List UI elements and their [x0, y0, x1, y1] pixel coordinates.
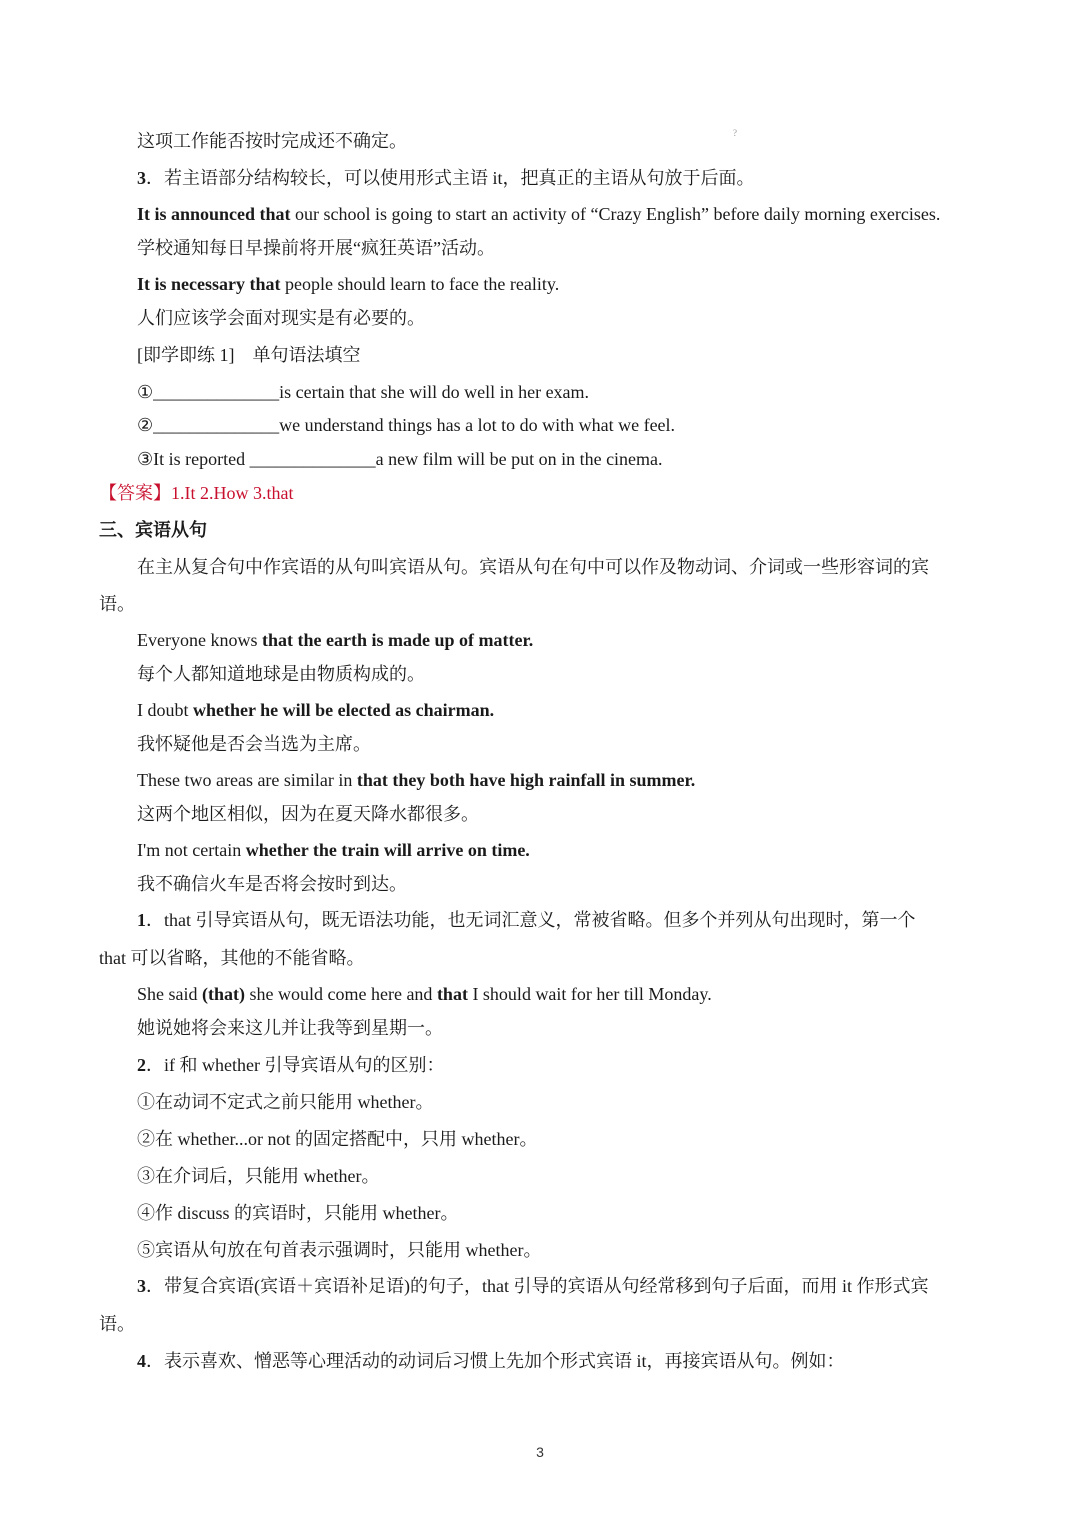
example-part: I should wait for her till Monday.	[467, 984, 712, 1004]
example-part: She said	[137, 984, 202, 1004]
example-translation: 她说她将会来这儿并让我等到星期一。	[137, 1018, 443, 1038]
point-number: 3	[137, 168, 146, 188]
point-3b-cont: 语。	[99, 1314, 135, 1334]
example-sentence	[137, 768, 695, 792]
example-pre: These two areas are similar in	[137, 770, 357, 790]
top-sentence: 这项工作能否按时完成还不确定。	[137, 131, 407, 151]
point-3b	[137, 1274, 928, 1298]
example-translation: 这两个地区相似，因为在夏天降水都很多。	[137, 804, 479, 824]
point-1-cont: that 可以省略，其他的不能省略。	[99, 948, 365, 968]
point-text: ．that 引导宾语从句，既无语法功能，也无词汇意义，常被省略。但多个并列从句出现时，第一个	[146, 910, 916, 930]
exercise-item: ②______________we understand things has a lot to do with what we feel.	[137, 415, 676, 435]
point-2	[137, 1053, 444, 1077]
section-intro-cont: 语。	[99, 594, 135, 614]
example-sentence	[137, 838, 530, 862]
point-1	[137, 908, 916, 932]
example-translation: 我不确信火车是否将会按时到达。	[137, 874, 407, 894]
point-text: ．带复合宾语(宾语＋宾语补足语)的句子，that 引导的宾语从句经常移到句子后面，而用 it 作形式宾	[146, 1276, 929, 1296]
exercise-item: ③It is reported ______________a new film will be put on in the cinema.	[137, 449, 663, 469]
example-sentence	[137, 628, 533, 652]
example-sentence	[137, 202, 940, 226]
example-bold: whether the train will arrive on time.	[245, 840, 530, 860]
point-number: 3	[137, 1276, 146, 1296]
list-item: ②在 whether...or not 的固定搭配中，只用 whether。	[137, 1129, 538, 1149]
example-bold: that	[436, 984, 468, 1004]
example-translation: 学校通知每日早操前将开展“疯狂英语”活动。	[137, 238, 495, 258]
exercise-item: ①______________is certain that she will do well in her exam.	[137, 382, 590, 402]
point-number: 4	[137, 1351, 146, 1371]
example-bold: that the earth is made up of matter.	[261, 630, 534, 650]
point-text: ．表示喜欢、憎恶等心理活动的动词后习惯上先加个形式宾语 it，再接宾语从句。例如：	[146, 1351, 845, 1371]
answer-line: 【答案】1.It 2.How 3.that	[99, 483, 294, 503]
point-text: ．若主语部分结构较长，可以使用形式主语 it，把真正的主语从句放于后面。	[146, 168, 755, 188]
example-sentence	[137, 698, 494, 722]
page-mark: ?	[733, 128, 737, 138]
example-translation: 人们应该学会面对现实是有必要的。	[137, 308, 425, 328]
example-rest: our school is going to start an activity of “Crazy English” before daily morning exercises.	[290, 204, 941, 224]
example-part: she would come here and	[245, 984, 437, 1004]
example-pre: Everyone knows	[137, 630, 262, 650]
example-translation: 每个人都知道地球是由物质构成的。	[137, 664, 425, 684]
page-number: 3	[536, 1444, 544, 1460]
example-sentence	[137, 982, 712, 1006]
example-bold: It is necessary that	[137, 274, 281, 294]
list-item: ③在介词后，只能用 whether。	[137, 1166, 380, 1186]
example-pre: I doubt	[137, 700, 193, 720]
point-3	[137, 166, 755, 190]
example-pre: I'm not certain	[137, 840, 246, 860]
point-4	[137, 1349, 845, 1373]
example-bold: whether he will be elected as chairman.	[193, 700, 495, 720]
point-number: 2	[137, 1055, 146, 1075]
list-item: ④作 discuss 的宾语时，只能用 whether。	[137, 1203, 459, 1223]
example-sentence	[137, 272, 559, 296]
list-item: ①在动词不定式之前只能用 whether。	[137, 1092, 434, 1112]
example-bold: that they both have high rainfall in summer.	[356, 770, 696, 790]
section-heading: 三、宾语从句	[99, 520, 207, 540]
point-number: 1	[137, 910, 146, 930]
point-text: ．if 和 whether 引导宾语从句的区别：	[146, 1055, 445, 1075]
list-item: ⑤宾语从句放在句首表示强调时，只能用 whether。	[137, 1240, 542, 1260]
example-rest: people should learn to face the reality.	[280, 274, 560, 294]
example-translation: 我怀疑他是否会当选为主席。	[137, 734, 371, 754]
example-bold: It is announced that	[137, 204, 291, 224]
exercise-title: [即学即练 1] 单句语法填空	[137, 345, 361, 365]
section-intro: 在主从复合句中作宾语的从句叫宾语从句。宾语从句在句中可以作及物动词、介词或一些形容词的宾	[137, 557, 929, 577]
example-bold: (that)	[202, 984, 245, 1004]
